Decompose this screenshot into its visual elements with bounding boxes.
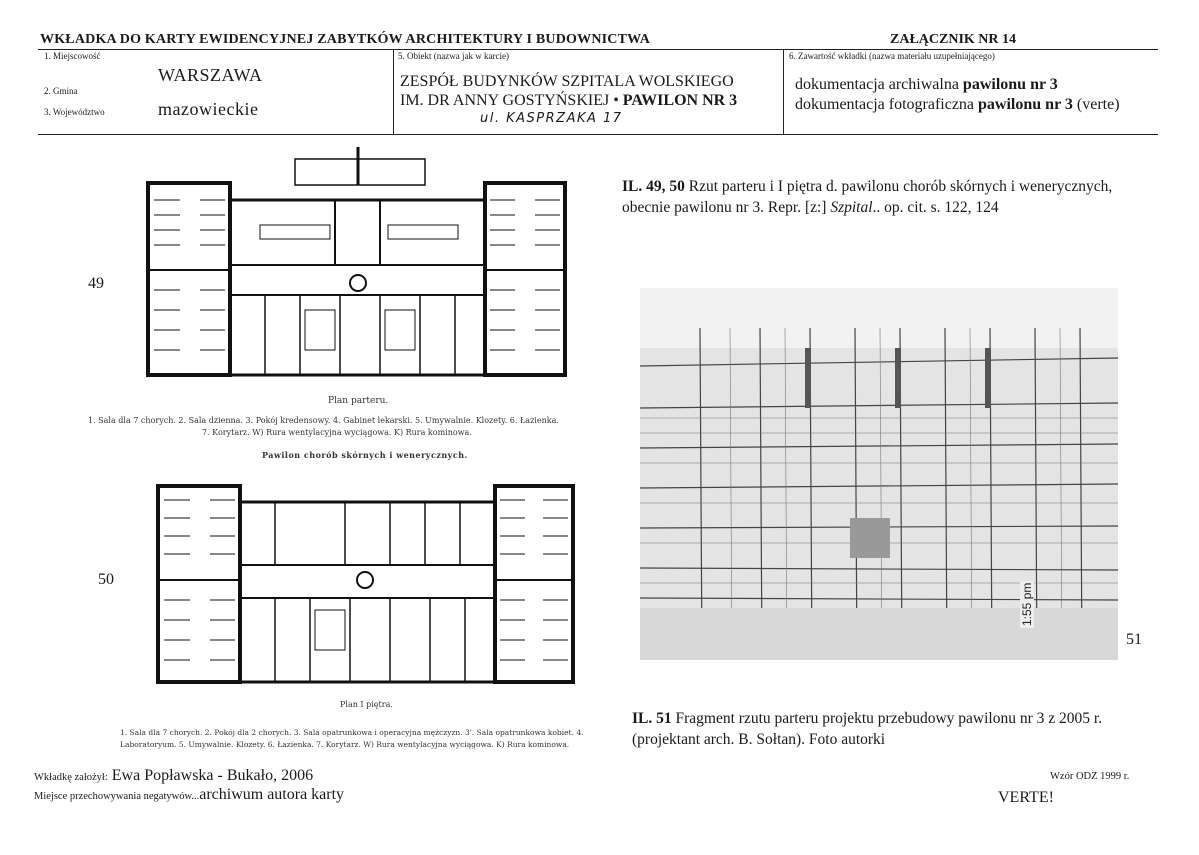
figure-number-50: 50 [98, 571, 114, 588]
plan1-legend-line2: 7. Korytarz. W) Rura wentylacyjna wyciągowa. K) Rura kominowa. [202, 428, 472, 437]
field-commune-label: 2. Gmina [44, 86, 78, 96]
plan2-title: Plan I piętra. [340, 700, 393, 709]
figure-number-49: 49 [88, 275, 104, 292]
footer-template: Wzór ODZ 1999 r. [1050, 771, 1130, 782]
card-title: WKŁADKA DO KARTY EWIDENCYJNEJ ZABYTKÓW ARCHITEKTURY I BUDOWNICTWA [40, 32, 651, 47]
header-bottom-rule [38, 134, 1158, 135]
ground-floor-plan [140, 145, 580, 385]
plan1-legend-line1: 1. Sala dla 7 chorych. 2. Sala dzienna. 3. Pokój kredensowy. 4. Gabinet lekarski. 5. Umywalnie. Klozety. 6. Łazienka. [88, 416, 559, 425]
figure-number-51: 51 [1126, 631, 1142, 648]
annex-number: ZAŁĄCZNIK NR 14 [890, 32, 1017, 47]
plan2-legend-line1: 1. Sala dla 7 chorych. 2. Pokój dla 2 chorych. 3. Sala opatrunkowa i operacyjna mężczyzn. 3'. Sala opatrunkowa kobiet. 4. [120, 728, 584, 737]
voivodeship-value: mazowieckie [158, 99, 259, 119]
footer-verte: VERTE! [998, 789, 1054, 806]
object-name-line1: ZESPÓŁ BUDYNKÓW SZPITALA WOLSKIEGO [400, 73, 734, 90]
header-divider-1 [393, 49, 394, 134]
field-voivodeship-label: 3. Województwo [44, 107, 105, 117]
plan1-title: Plan parteru. [328, 396, 389, 406]
content-line2: dokumentacja fotograficzna pawilonu nr 3 (verte) [795, 96, 1120, 113]
field-content-label: 6. Zawartość wkładki (nazwa materiału uzupełniającego) [789, 51, 995, 61]
header-divider-2 [783, 49, 784, 134]
caption-il-51: IL. 51 Fragment rzutu parteru projektu przebudowy pawilonu nr 3 z 2005 r. (projektant arch. B. Sołtan). Foto autorki [632, 710, 1103, 748]
field-locality-label: 1. Miejscowość [44, 51, 101, 61]
plan1-subtitle: Pawilon chorób skórnych i wenerycznych. [262, 450, 468, 460]
object-name-line2: IM. DR ANNY GOSTYŃSKIEJ • PAWILON NR 3 [400, 92, 738, 109]
content-line1: dokumentacja archiwalna pawilonu nr 3 [795, 76, 1058, 93]
handwritten-address: ul. KASPRZAKA 17 [480, 111, 623, 126]
header-top-rule [38, 49, 1158, 50]
plan2-legend-line2: Laboratoryum. 5. Umywalnie. Klozety. 6. Łazienka. 7. Korytarz. W) Rura wentylacyjna wyciągowa. K) Rura kominowa. [120, 740, 570, 749]
caption-il-49-50: IL. 49, 50 Rzut parteru i I piętra d. pawilonu chorób skórnych i wenerycznych, obecnie pawilonu nr 3. Repr. [z:] Szpital.. op. cit. s. 122, 124 [622, 178, 1113, 216]
field-object-label: 5. Obiekt (nazwa jak w karcie) [398, 51, 509, 61]
photo-51-plan-fragment [640, 288, 1118, 660]
photo-51-label: 1:55 pm [1020, 582, 1034, 626]
locality-value: WARSZAWA [158, 65, 263, 85]
footer-storage: Miejsce przechowywania negatywów...archiwum autora karty [34, 786, 345, 803]
footer-author: Wkładkę założył: Ewa Popławska - Bukało, 2006 [34, 767, 314, 784]
first-floor-plan [150, 480, 580, 690]
